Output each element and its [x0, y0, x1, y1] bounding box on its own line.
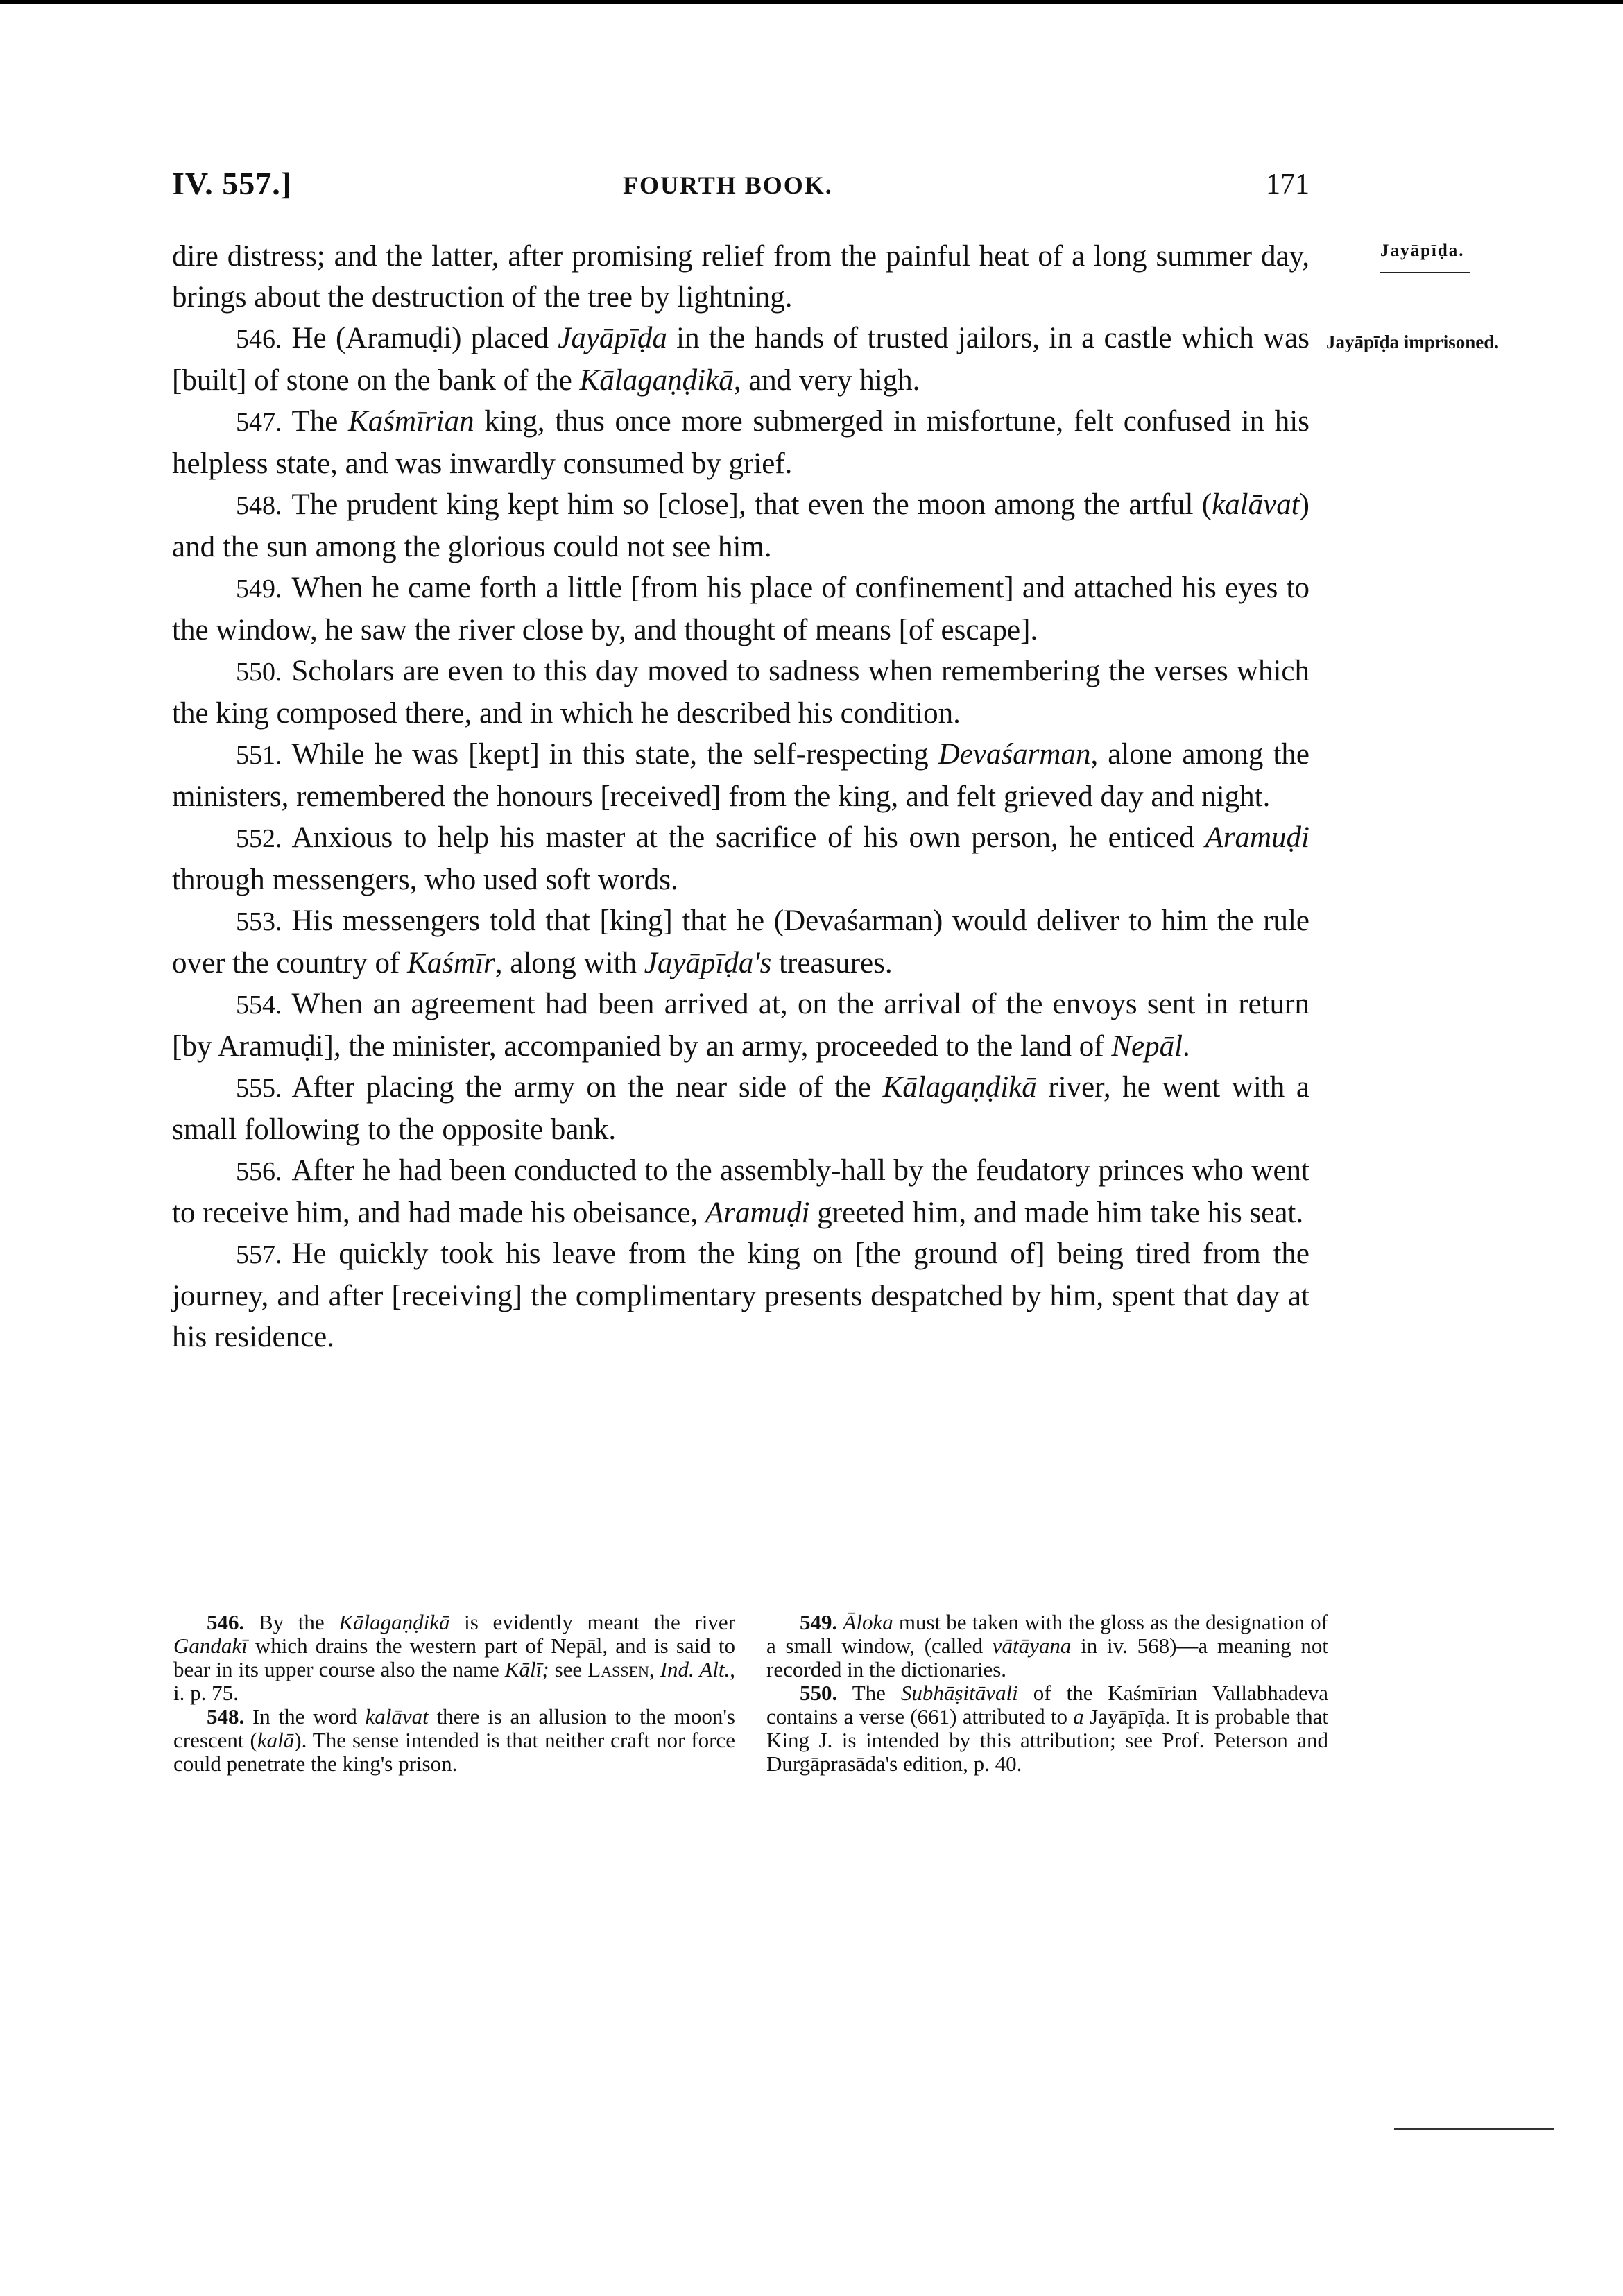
verse-553: 553. His messengers told that [king] that he (Devaśarman) would deliver to him the rule over the country of Kaśmīr, along with Jayāpīḍa's treasures. [172, 905, 1309, 979]
margin-note-546: Jayāpīḍa imprisoned. [1326, 332, 1500, 352]
footnote-549: 549. Āloka must be taken with the gloss as the designation of a small window, (called vātāyana in iv. 568)—a meaning not recorded in the dictionaries. [766, 1610, 1328, 1681]
verse-552: 552. Anxious to help his master at the sacrifice of his own person, he enticed Aramuḍi through messengers, who used soft words. [172, 821, 1309, 896]
verse-556: 556. After he had been conducted to the assembly-hall by the feudatory princes who went to receive him, and had made his obeisance, Aramuḍi greeted him, and made him take his seat. [172, 1154, 1309, 1229]
top-border [0, 0, 1623, 4]
section-reference: IV. 557.] [172, 166, 293, 201]
verse-555: 555. After placing the army on the near side of the Kālagaṇḍikā river, he went with a small following to the opposite bank. [172, 1071, 1310, 1146]
page-number: 171 [1266, 169, 1309, 200]
main-text [172, 236, 1309, 1357]
verse-550: 550. Scholars are even to this day moved to sadness when remembering the verses which the king composed there, and in which he described his condition. [172, 655, 1309, 730]
verse-continuation: dire distress; and the latter, after promising relief from the painful heat of a long summer day, brings about the destruction of the tree by lightning. [172, 240, 1309, 314]
verse-549: 549. When he came forth a little [from his place of confinement] and attached his eyes to the window, he saw the river close by, and thought of means [of escape]. [172, 572, 1309, 646]
running-title: FOURTH BOOK. [623, 171, 833, 199]
verse-547: 547. The Kaśmīrian king, thus once more submerged in misfortune, felt confused in his helpless state, and was inwardly consumed by grief. [172, 405, 1309, 480]
footnote-548: 548. In the word kalāvat there is an allusion to the moon's crescent (kalā). The sense intended is that neither craft nor force could penetrate the king's prison. [173, 1704, 736, 1776]
verse-554: 554. When an agreement had been arrived at, on the arrival of the envoys sent in return [by Aramuḍi], the minister, accompanied by an army, proceeded to the land of Nepāl. [172, 988, 1309, 1063]
footnote-550: 550. The Subhāṣitāvali of the Kaśmīrian Vallabhadeva contains a verse (661) attributed to a Jayāpīḍa. It is probable that King J. is intended by this attribution; see Prof. Peterson and Durgāprasāda's edition, p. 40. [766, 1681, 1328, 1776]
verse-548: 548. The prudent king kept him so [close], that even the moon among the artful (kalāvat) and the sun among the glorious could not see him. [172, 488, 1309, 563]
margin-rule [1380, 272, 1470, 273]
footnote-column-left [173, 1611, 735, 1776]
running-header [172, 165, 1309, 207]
verse-557: 557. He quickly took his leave from the king on [the ground of] being tired from the journey, and after [receiving] the complimentary presents despatched by him, spent that day at his residence. [172, 1237, 1309, 1353]
verse-551: 551. While he was [kept] in this state, the self-respecting Devaśarman, alone among the ministers, remembered the honours [received] from the king, and felt grieved day and night. [172, 738, 1309, 813]
footnote-546: 546. By the Kālagaṇḍikā is evidently meant the river Gandakī which drains the western part of Nepāl, and is said to bear in its upper course also the name Kālī; see Lassen, Ind. Alt., i. p. 75. [173, 1610, 735, 1705]
footnote-column-right [766, 1611, 1328, 1776]
bottom-rule [1394, 2128, 1554, 2130]
margin-heading: Jayāpīḍa. [1380, 241, 1465, 260]
verse-546: 546. He (Aramuḍi) placed Jayāpīḍa in the hands of trusted jailors, in a castle which was [built] of stone on the bank of the Kālagaṇḍikā, and very high. [172, 322, 1309, 397]
